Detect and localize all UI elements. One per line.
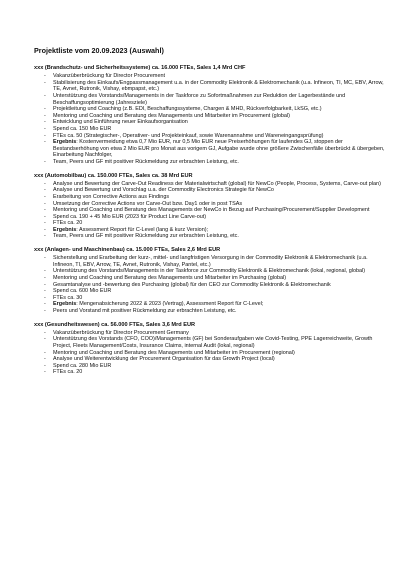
section-header: xxx (Brandschutz- und Sicherheitssysteme) ca. 16.000 FTEs, Sales 1,4 Mrd CHF: [34, 65, 246, 71]
section-header: xxx (Automobilbau) ca. 150.000 FTEs, Sales ca. 38 Mrd EUR: [34, 172, 193, 179]
list-item: [44, 139, 387, 159]
list-item: [44, 187, 387, 194]
list-item: [44, 227, 387, 234]
result-label: Ergebnis: [53, 139, 77, 146]
list-item: [44, 207, 387, 214]
list-item-text: Mentoring und Coaching und Beratung des Managements der NewCo in Bezug auf Purchasing/Procurement/Supplier Development: [53, 207, 370, 214]
list-item-text: Spend ca. 150 Mio EUR: [53, 125, 112, 132]
list-item: [44, 330, 387, 337]
list-item: [44, 159, 387, 166]
project-list: [34, 65, 387, 376]
list-item: [44, 288, 387, 295]
list-item: [44, 181, 387, 188]
project-section: [34, 173, 387, 241]
list-item-text: Vakanzüberbrückung für Director Procurement Germany: [53, 329, 189, 336]
list-item: [44, 255, 387, 268]
list-item: [44, 301, 387, 308]
page-title: Projektliste vom 20.09.2023 (Auswahl): [34, 46, 164, 55]
list-item: [44, 220, 387, 227]
bullet-list: [34, 330, 387, 376]
list-item: [44, 295, 387, 302]
list-item-text: Entwicklung und Einführung neuer Einkaufsorganisation: [53, 119, 188, 126]
list-item-text: Erarbeitung von Corrective Actions aus Findings: [53, 193, 170, 200]
project-section: [34, 247, 387, 315]
list-item: [44, 126, 387, 133]
list-item: [44, 133, 387, 140]
section-header: xxx (Anlagen- und Maschinenbau) ca. 15.000 FTEs, Sales 2,6 Mrd EUR: [34, 247, 221, 254]
list-item: [44, 119, 387, 126]
list-item: [44, 282, 387, 289]
list-item-text: FTEs ca. 30: [53, 294, 83, 301]
list-item: [44, 308, 387, 315]
section-header: xxx (Gesundheitswesen) ca. 56.000 FTEs, Sales 3,6 Mrd EUR: [34, 321, 196, 328]
list-item-text: : Mengenabsicherung 2022 & 2023 (Vertrag), Assessment Report für C-Level;: [76, 301, 264, 308]
list-item-text: Vakanzüberbrückung für Director Procurement: [53, 73, 166, 80]
list-item-text: FTEs ca. 20: [53, 369, 83, 376]
list-item: [44, 233, 387, 240]
list-item-text: Unterstützung des Vorstands (CFO, COO)/Managements (GF) bei Sonderaufgaben wie Covid-Testing, PPE Lagerreichweite, Growth Project, Fleets Management/Costs, Insurance Claims, internal Audit (lokal, regional): [53, 336, 373, 349]
list-item: [44, 93, 387, 106]
list-item: [44, 336, 387, 349]
list-item-text: Spend ca. 280 Mio EUR: [53, 362, 112, 369]
list-item-text: Unterstützung des Vorstands/Managements in der Taskforce zur Commodity Elektronik & Elektromechanik (lokal, regional, global): [53, 268, 366, 275]
list-item-text: Team, Peers und GF mit positiver Rückmeldung zur erbrachten Leistung, etc.: [53, 233, 239, 240]
list-item-text: FTEs ca. 50 (Strategischer-, Operativer- und Projekteinkauf, sowie Warenannahme und Wareneingangsprüfung): [53, 132, 324, 139]
list-item-text: Mentoring und Coaching und Beratung des Managements und Mitarbeiter im Procurement (regional): [53, 349, 295, 356]
list-item-text: Analyse und Bewertung und Vorschlag u.a. der Commodity Electronics Strategie für NewCo: [53, 187, 274, 194]
list-item: [44, 106, 387, 113]
list-item: [44, 113, 387, 120]
list-item-text: FTEs ca. 20: [53, 220, 83, 227]
list-item-text: Umsetzung der Corrective Actions vor Carve-Out bzw. Day1 oder in post TSAs: [53, 200, 243, 207]
result-label: Ergebnis: [53, 301, 77, 308]
list-item: [44, 214, 387, 221]
list-item-text: Mentoring und Coaching und Beratung des Managements und Mitarbeiter im Procurement (global): [53, 112, 290, 119]
list-item: [44, 275, 387, 282]
list-item-text: Sicherstellung und Erarbeitung der kurz-, mittel- und langfristigen Versorgung in der Commodity Elektronik & Elektromechanik (u.a. Infineon, TI, EBV, Arrow, TE, Avnet, Rutronik, Vishay, Pantel, etc.): [53, 255, 368, 268]
list-item-text: Mentoring und Coaching und Beratung des Managements und Mitarbeiter im Purchasing (global): [53, 275, 287, 282]
list-item: [44, 194, 387, 201]
list-item-text: Unterstützung des Vorstands/Managements in der Taskforce zu Sofortmaßnahmen zur Reduktion der Lagerbestände und Beschaffungsoptimierung (Jahresziele): [53, 92, 346, 106]
bullet-list: [34, 73, 387, 165]
list-item-text: Gesamtanalyse und -bewertung des Purchasing (global) für den CEO zur Commodity Elektronik & Elektromechanik: [53, 281, 331, 288]
list-item-text: : Kostenvermeidung etwa 0,7 Mio EUR, nur 0,5 Mio EUR neue Preiserhöhungen für laufendes GJ, stoppen der Bestandserhöhung von etwa 2 Mio EUR pro Monat aus vorigem GJ, Aufgabe wurde ohne größere Zwischenfälle überbrückt & übergeben, Einarbeitung Nachfolger,: [53, 139, 385, 159]
list-item-text: Projektleitung und Coaching (z.B. EDI, Beschaffungssysteme, Chargen & MHD, Rückverfolgbarkeit, LkSG, etc.): [53, 106, 322, 113]
list-item-text: Peers und Vorstand mit positiver Rückmeldung zur erbrachten Leistung, etc.: [53, 308, 237, 315]
result-label: Ergebnis: [53, 226, 77, 233]
list-item: [44, 73, 387, 80]
bullet-list: [34, 255, 387, 314]
list-item: [44, 356, 387, 363]
list-item-text: Spend ca. 190 + 45 Mio EUR (2023 für Product Line Carve-out): [53, 213, 207, 220]
project-section: [34, 65, 387, 166]
list-item: [44, 268, 387, 275]
list-item-text: Stabilisierung des Einkaufs/Engpassmanagement u.a. in der Commodity Elektronik & Elektromechanik (u.a. Infineon, TI, MC, EBV, Arrow, TE, Avnet, Rutronik, Vishay, ebmpapst, etc.): [53, 79, 384, 93]
list-item: [44, 80, 387, 93]
list-item-text: : Assessment Report für C-Level (lang & kurz Version);: [76, 226, 209, 233]
project-section: [34, 322, 387, 376]
list-item-text: Team, Peers und GF mit positiver Rückmeldung zur erbrachten Leistung, etc.: [53, 158, 239, 165]
list-item: [44, 363, 387, 370]
list-item-text: Spend ca. 600 Mio EUR: [53, 288, 112, 295]
list-item-text: Analyse und Bewertung der Carve-Out Readiness der Materialwirtschaft (global) für NewCo (People, Process, Systems, Carve-out plan): [53, 180, 381, 187]
list-item: [44, 369, 387, 376]
list-item: [44, 201, 387, 208]
bullet-list: [34, 181, 387, 240]
list-item-text: Analyse und Weiterentwicklung der Procurement Organisation für das Growth Project (local): [53, 356, 275, 363]
list-item: [44, 350, 387, 357]
